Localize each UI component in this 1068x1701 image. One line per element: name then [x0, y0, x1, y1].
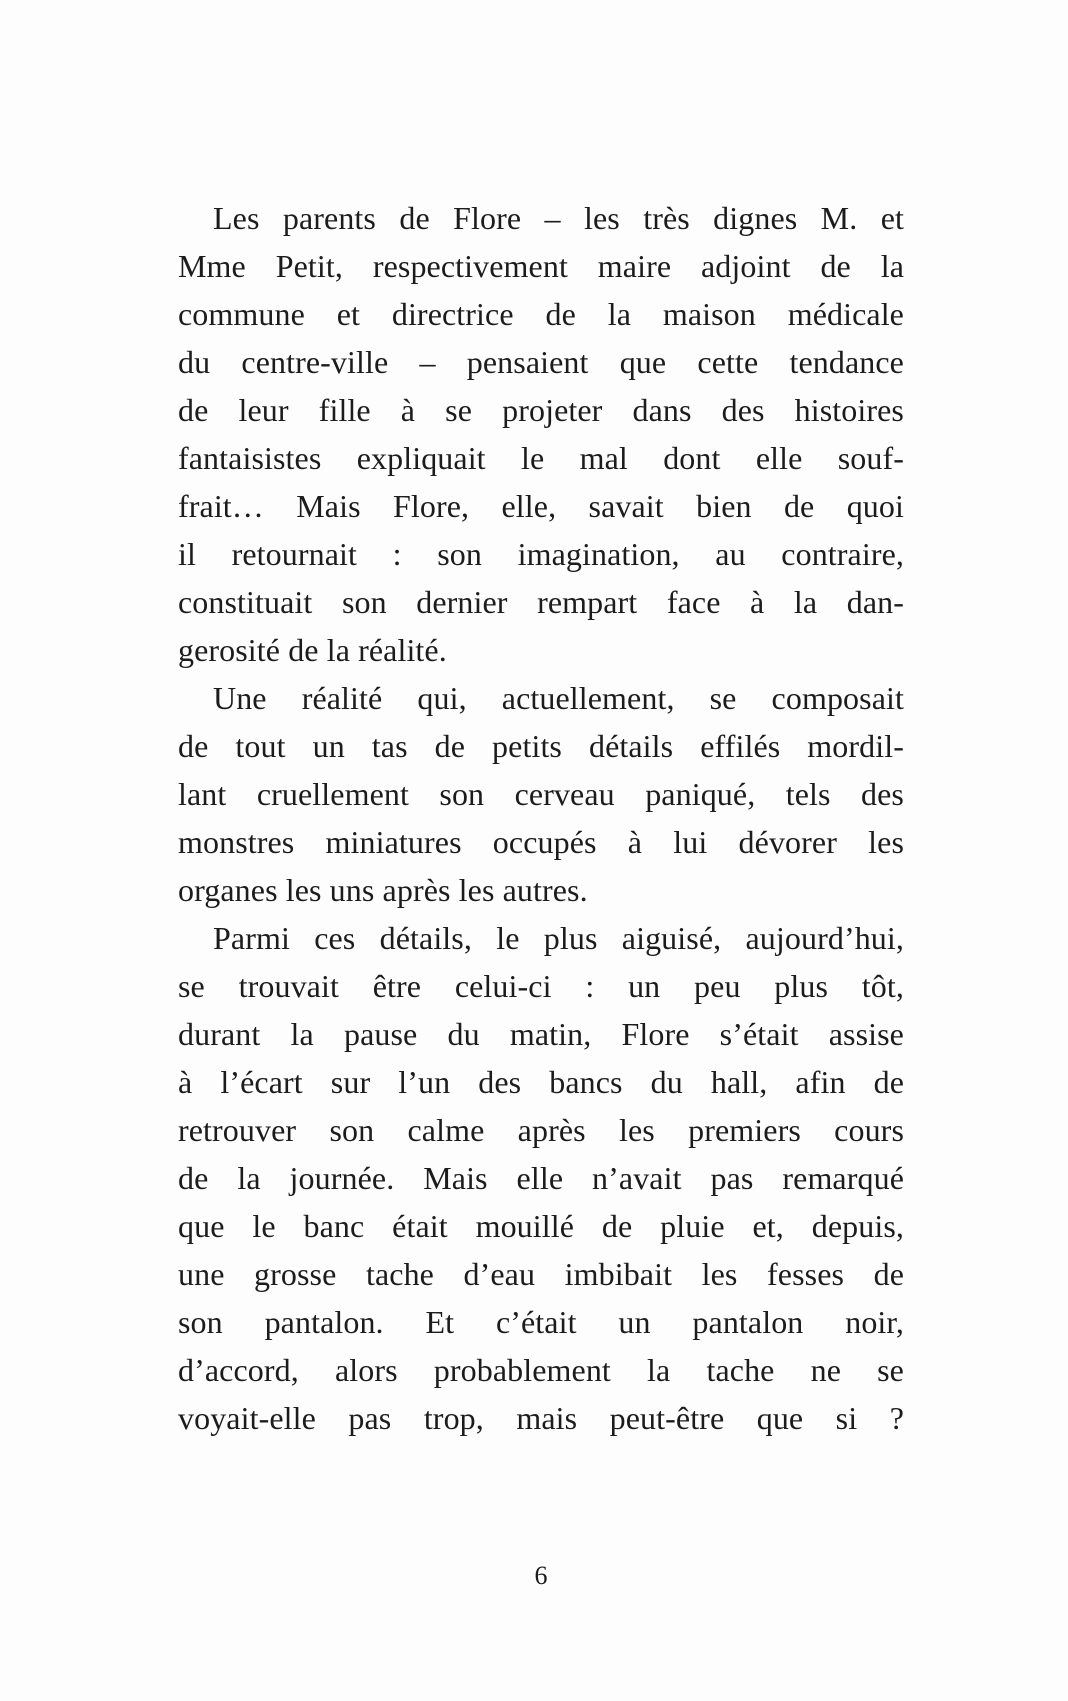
- text-line: de tout un tas de petits détails effilés mordil-: [178, 728, 904, 764]
- text-line: fantaisistes expliquait le mal dont elle souf-: [178, 440, 904, 476]
- text-line: que le banc était mouillé de pluie et, depuis,: [178, 1208, 904, 1244]
- text-line: retrouver son calme après les premiers cours: [178, 1112, 904, 1148]
- text-line: monstres miniatures occupés à lui dévorer les: [178, 824, 904, 860]
- text-line: il retournait : son imagination, au contraire,: [178, 536, 904, 572]
- paragraph: [178, 674, 904, 914]
- text-line: Une réalité qui, actuellement, se composait: [213, 680, 904, 716]
- paragraph: [178, 194, 904, 674]
- text-line: de la journée. Mais elle n’avait pas remarqué: [178, 1160, 904, 1196]
- page-number: 6: [534, 1561, 548, 1590]
- text-line: de leur fille à se projeter dans des histoires: [178, 392, 904, 428]
- text-line: à l’écart sur l’un des bancs du hall, afin de: [178, 1064, 904, 1100]
- text-line: d’accord, alors probablement la tache ne se: [178, 1352, 904, 1388]
- text-line: commune et directrice de la maison médicale: [178, 296, 904, 332]
- text-line: lant cruellement son cerveau paniqué, tels des: [178, 776, 904, 812]
- text-line: durant la pause du matin, Flore s’était assise: [178, 1016, 904, 1052]
- text-line: gerosité de la réalité.: [178, 632, 447, 668]
- text-line: Parmi ces détails, le plus aiguisé, aujourd’hui,: [213, 920, 904, 956]
- text-line: frait… Mais Flore, elle, savait bien de quoi: [178, 488, 904, 524]
- text-line: constituait son dernier rempart face à la dan-: [178, 584, 904, 620]
- text-line: Les parents de Flore – les très dignes M. et: [213, 200, 904, 236]
- text-block: [178, 194, 904, 1442]
- text-line: Mme Petit, respectivement maire adjoint de la: [178, 248, 904, 284]
- text-line: une grosse tache d’eau imbibait les fesses de: [178, 1256, 904, 1292]
- paragraph: [178, 914, 904, 1442]
- text-line: organes les uns après les autres.: [178, 872, 588, 908]
- text-line: du centre-ville – pensaient que cette tendance: [178, 344, 904, 380]
- text-line: voyait-elle pas trop, mais peut-être que si ?: [178, 1400, 904, 1436]
- text-line: son pantalon. Et c’était un pantalon noir,: [178, 1304, 904, 1340]
- text-line: se trouvait être celui-ci : un peu plus tôt,: [178, 968, 904, 1004]
